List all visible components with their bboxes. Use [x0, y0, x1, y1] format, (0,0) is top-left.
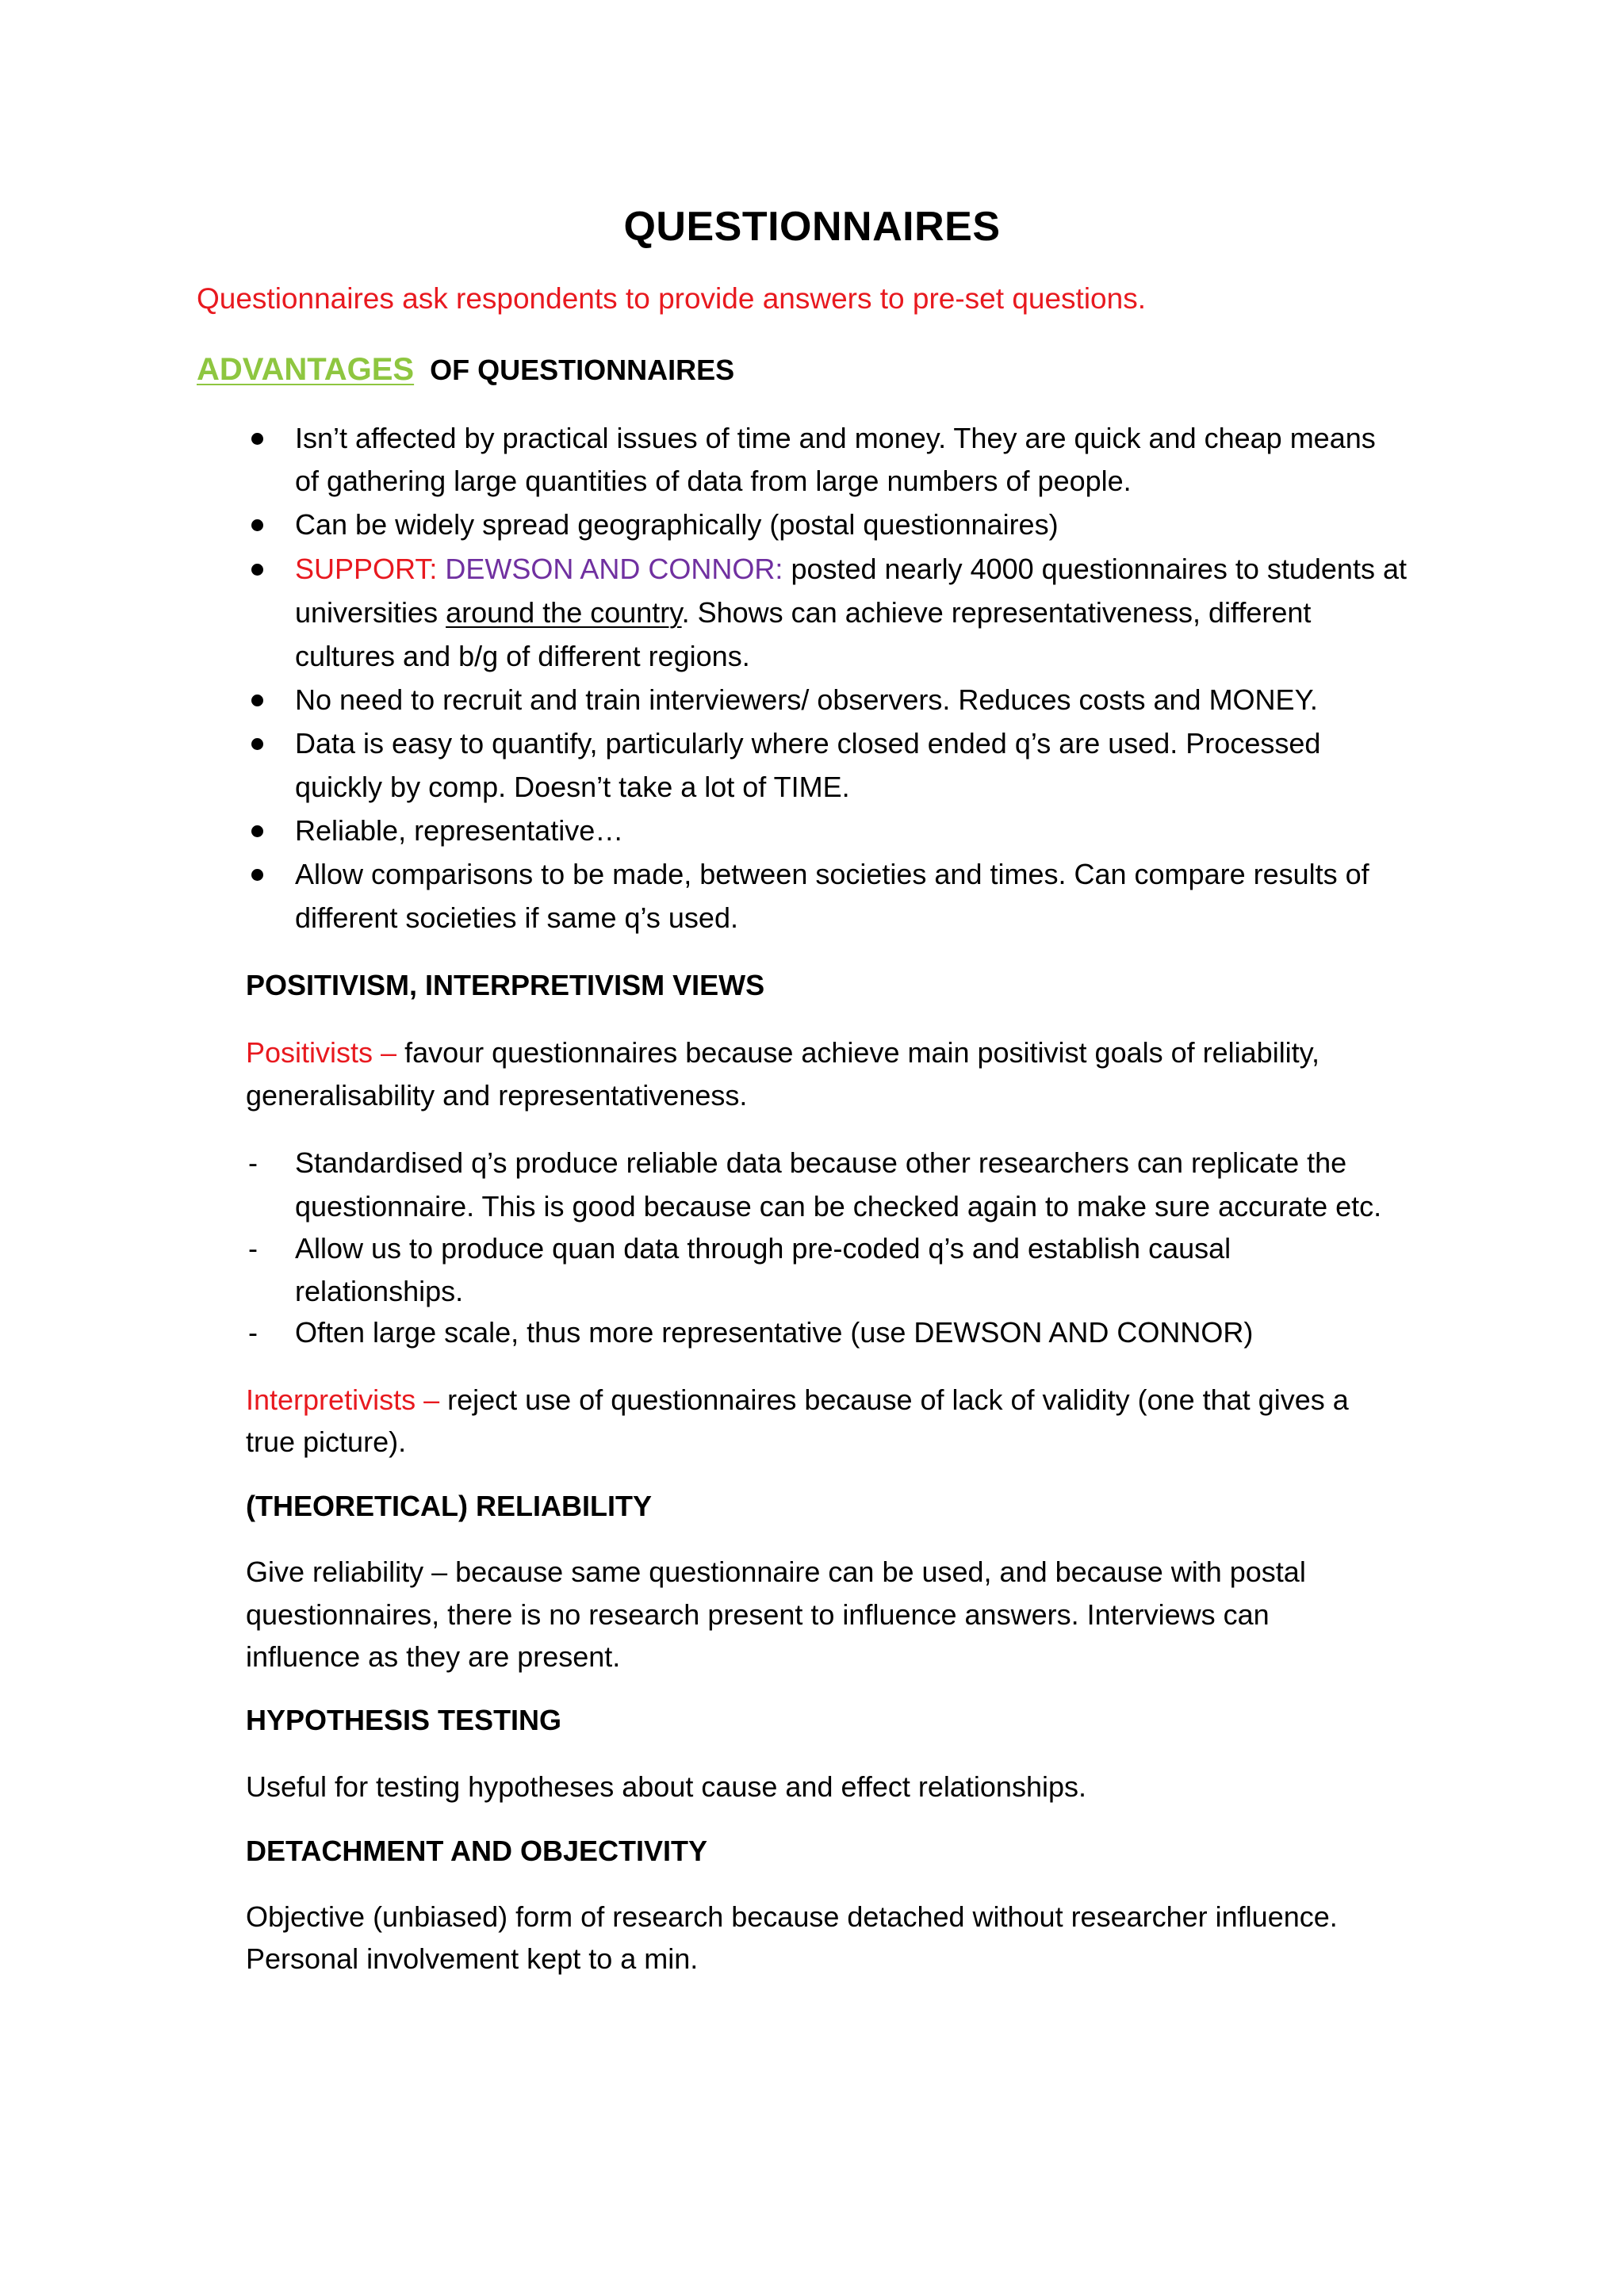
list-item-text: No need to recruit and train interviewers/ observers. Reduces costs and MONEY. — [295, 683, 1318, 716]
bullet-icon — [251, 564, 263, 576]
positivists-paragraph-line: Positivists – favour questionnaires because achieve main positivist goals of reliability, — [246, 1036, 1320, 1069]
interpretivists-paragraph-line: true picture). — [246, 1425, 407, 1458]
list-item-text: questionnaire. This is good because can be checked again to make sure accurate etc. — [295, 1190, 1382, 1223]
list-item-text: of gathering large quantities of data from large numbers of people. — [295, 465, 1132, 497]
list-item-text: Allow comparisons to be made, between societies and times. Can compare results of — [295, 858, 1369, 890]
reliability-heading: (THEORETICAL) RELIABILITY — [246, 1490, 652, 1522]
list-item-text: quickly by comp. Doesn’t take a lot of TIME. — [295, 771, 850, 803]
dash-marker: - — [248, 1316, 258, 1349]
list-item-text: different societies if same q’s used. — [295, 901, 738, 934]
bullet-icon — [251, 869, 263, 881]
hypothesis-heading: HYPOTHESIS TESTING — [246, 1704, 562, 1736]
bullet-icon — [251, 738, 263, 750]
bullet-icon — [251, 519, 263, 531]
list-item-text: Reliable, representative… — [295, 814, 624, 847]
list-item-text: SUPPORT: DEWSON AND CONNOR: posted nearly 4000 questionnaires to students at — [295, 553, 1407, 585]
reliability-paragraph-line: influence as they are present. — [246, 1640, 621, 1673]
intro-text: Questionnaires ask respondents to provide answers to pre-set questions. — [197, 282, 1146, 315]
detachment-paragraph-line: Objective (unbiased) form of research because detached without researcher influence. — [246, 1900, 1338, 1933]
list-item-text: universities around the country. Shows can achieve representativeness, different — [295, 596, 1312, 629]
positivism-heading: POSITIVISM, INTERPRETIVISM VIEWS — [246, 969, 765, 1001]
detachment-heading: DETACHMENT AND OBJECTIVITY — [246, 1835, 708, 1867]
list-item-text: relationships. — [295, 1275, 464, 1307]
detachment-paragraph-line: Personal involvement kept to a min. — [246, 1942, 699, 1975]
advantages-heading-rest: OF QUESTIONNAIRES — [430, 354, 735, 386]
list-item-text: Can be widely spread geographically (postal questionnaires) — [295, 508, 1059, 541]
interpretivists-label: Interpretivists – — [246, 1383, 440, 1416]
advantages-heading-colored: ADVANTAGES — [197, 352, 415, 387]
positivists-label: Positivists – — [246, 1036, 397, 1069]
bullet-icon — [251, 695, 263, 706]
page-title: QUESTIONNAIRES — [623, 204, 1001, 250]
list-item-text: cultures and b/g of different regions. — [295, 640, 750, 672]
reliability-paragraph-line: questionnaires, there is no research present to influence answers. Interviews can — [246, 1598, 1270, 1631]
positivists-paragraph-line: generalisability and representativeness. — [246, 1079, 748, 1112]
list-item-text: Allow us to produce quan data through pre-coded q’s and establish causal — [295, 1232, 1231, 1265]
list-item-text: Often large scale, thus more representative (use DEWSON AND CONNOR) — [295, 1316, 1254, 1349]
bullet-icon — [251, 433, 263, 445]
list-item-text: Standardised q’s produce reliable data because other researchers can replicate the — [295, 1146, 1347, 1179]
reliability-paragraph-line: Give reliability – because same questionnaire can be used, and because with postal — [246, 1556, 1306, 1588]
list-item-text: Data is easy to quantify, particularly where closed ended q’s are used. Processed — [295, 727, 1321, 760]
support-names: DEWSON AND CONNOR: — [445, 553, 783, 585]
advantages-heading — [197, 350, 734, 390]
bullet-icon — [251, 825, 263, 837]
hypothesis-paragraph-line: Useful for testing hypotheses about cause and effect relationships. — [246, 1770, 1086, 1803]
list-item-text: Isn’t affected by practical issues of time and money. They are quick and cheap means — [295, 422, 1376, 454]
dash-marker: - — [248, 1232, 258, 1265]
support-label: SUPPORT: — [295, 553, 438, 585]
interpretivists-paragraph-line: Interpretivists – reject use of questionnaires because of lack of validity (one that gives a — [246, 1383, 1349, 1416]
dash-marker: - — [248, 1146, 258, 1179]
